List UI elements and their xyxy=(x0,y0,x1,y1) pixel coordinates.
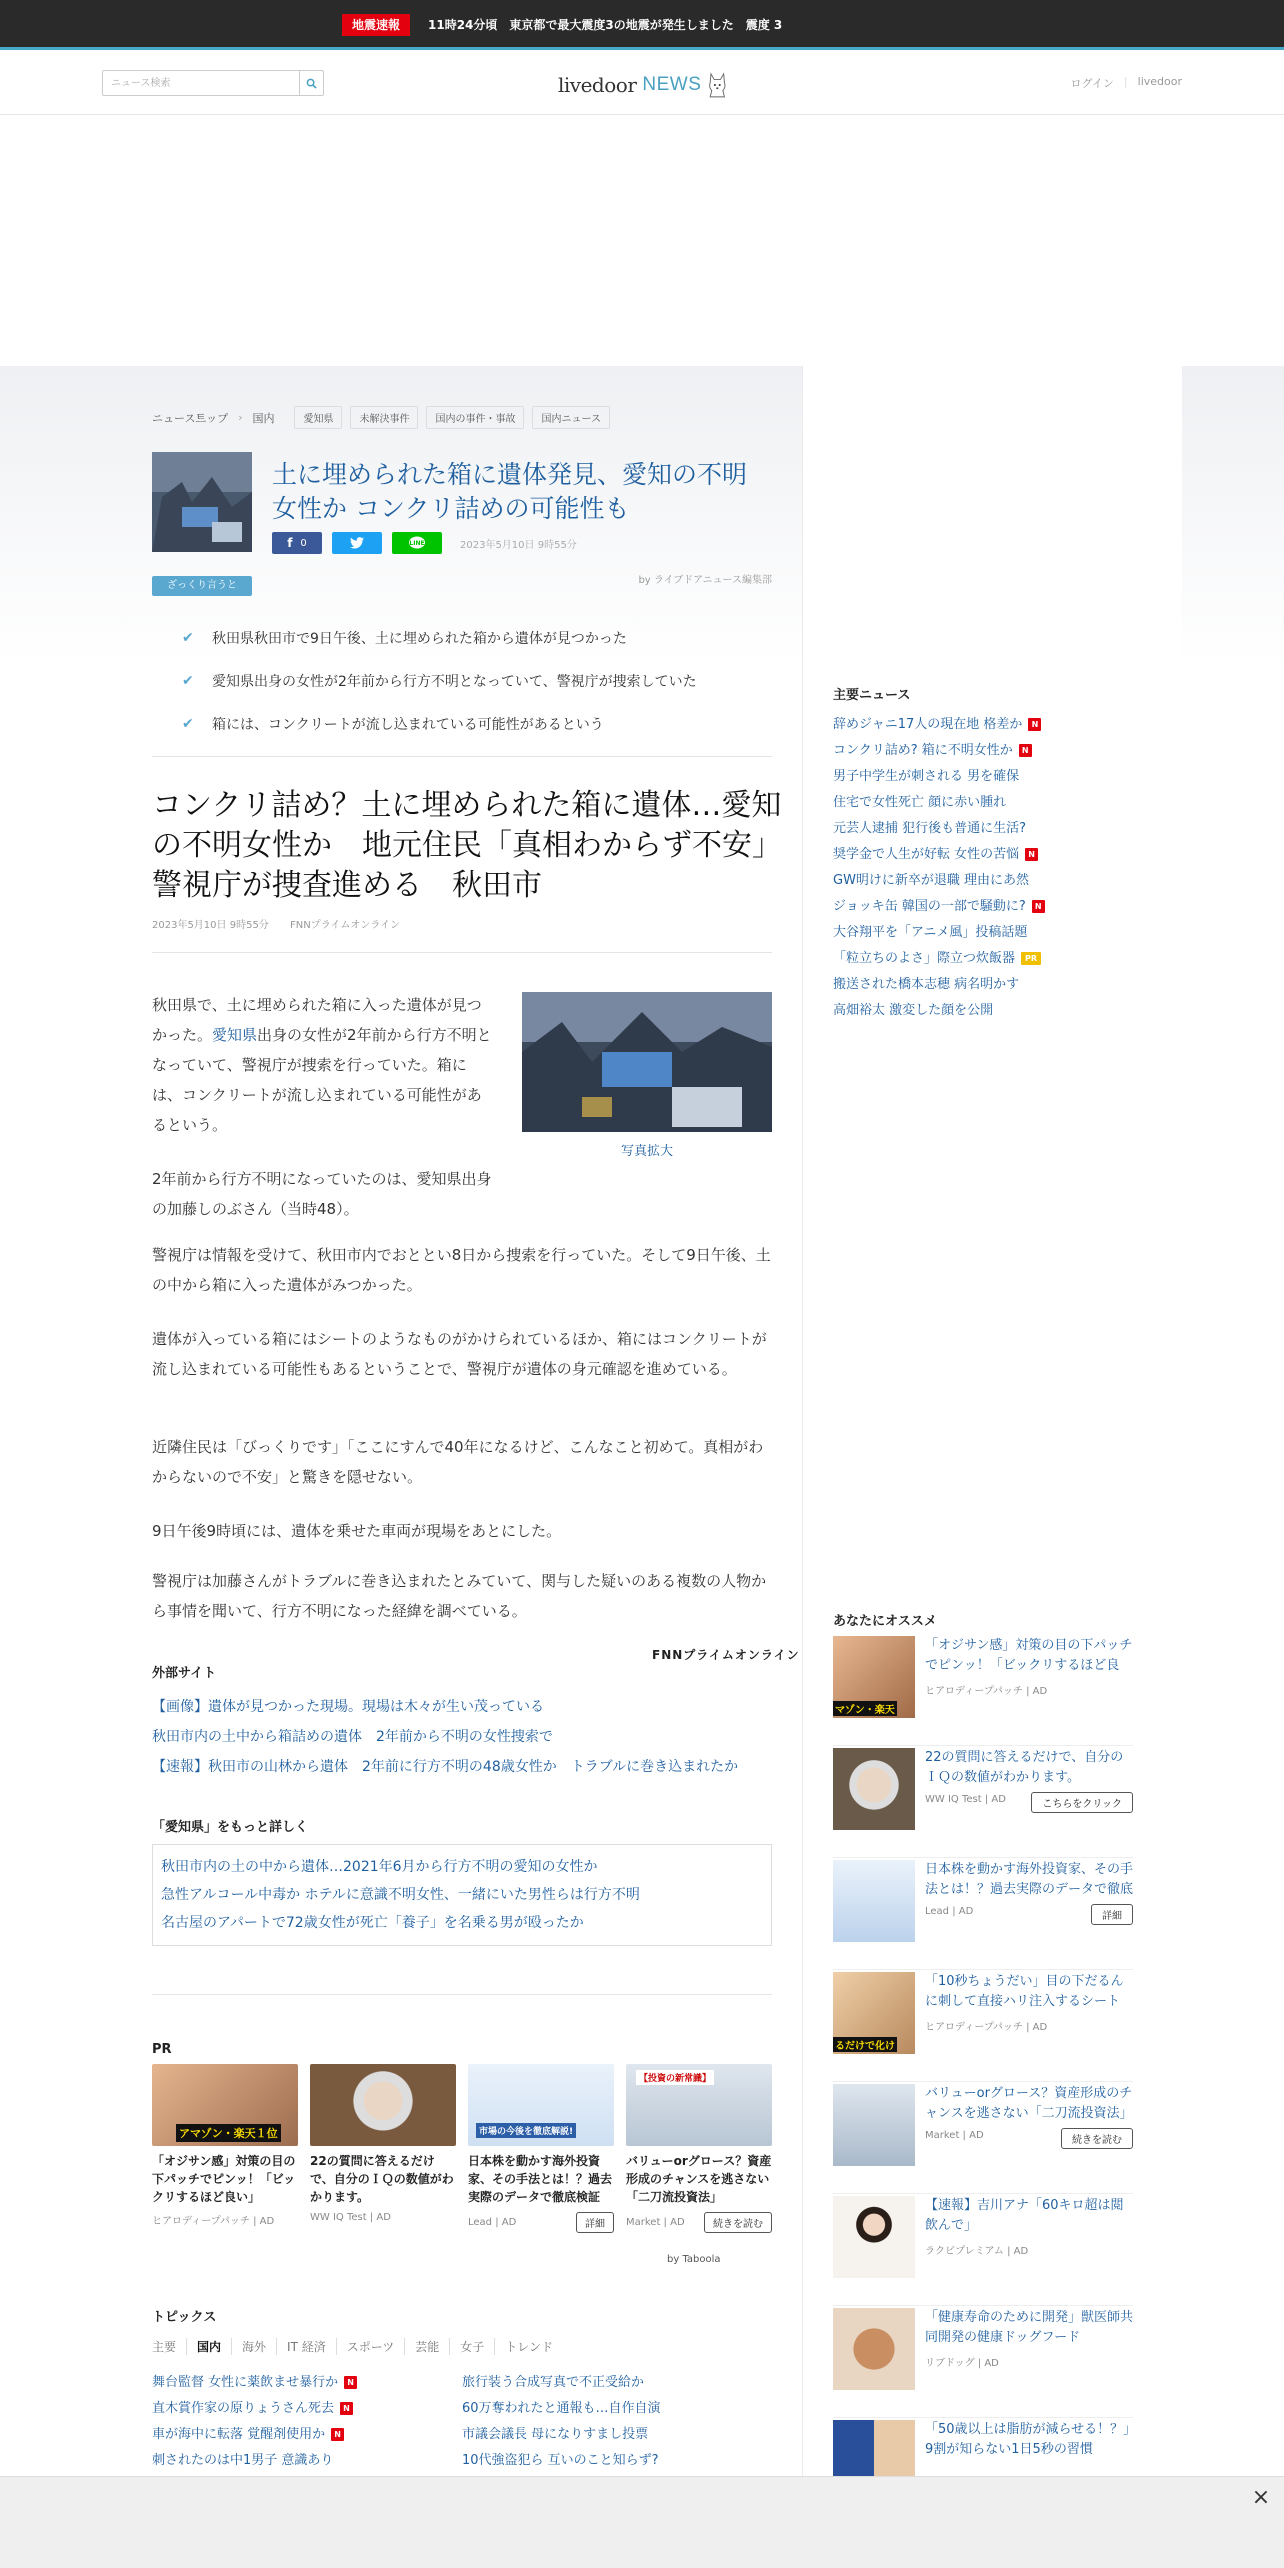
recommend-image xyxy=(833,1860,915,1942)
pr-title: 日本株を動かす海外投資家、その手法とは！？過去実際のデータで徹底検証 xyxy=(468,2154,613,2204)
tab-trend[interactable]: トレンド xyxy=(494,2338,563,2355)
new-badge: N xyxy=(331,2428,344,2441)
main-news-link[interactable]: 大谷翔平を「アニメ風」投稿話題 xyxy=(833,925,1028,940)
summary-badge: ざっくり言うと xyxy=(152,576,252,596)
recommend-item[interactable] xyxy=(833,2196,1133,2306)
site-header xyxy=(0,53,1284,115)
more-box xyxy=(152,1844,772,1946)
pr-advertiser: Lead | AD xyxy=(468,2217,517,2228)
pr-meta xyxy=(310,2212,456,2223)
recommend-heading: あなたにオススメ xyxy=(833,1614,937,1629)
photo-enlarge-link[interactable]: 写真拡大 xyxy=(620,1144,673,1159)
related-link[interactable]: 急性アルコール中毒か ホテルに意識不明女性、一緒にいた男性らは行方不明 xyxy=(161,1887,640,1903)
line-share-button[interactable] xyxy=(392,532,442,554)
main-news-link[interactable] xyxy=(833,738,1143,764)
breadcrumb-category[interactable]: 国内 xyxy=(252,411,275,425)
pr-heading: PR xyxy=(152,2042,172,2057)
pr-image xyxy=(626,2064,772,2146)
recommend-title: 「健康寿命のために開発」獣医師共同開発の健康ドッグフード xyxy=(925,2310,1133,2345)
paragraph-text: 秋田県で、土に埋められた箱に入った遺体が見つかった。 xyxy=(152,996,482,1044)
tab-entertainment[interactable]: 芸能 xyxy=(404,2338,449,2355)
pr-title: 22の質問に答えるだけで、自分のＩＱの数値がわかります。 xyxy=(310,2154,454,2204)
svg-text:LINE: LINE xyxy=(409,540,425,547)
recommend-meta: ヒアロディープパッチ | AD xyxy=(925,1686,1048,1697)
paragraph: 9日午後9時頃には、遺体を乗せた車両が現場をあとにした。 xyxy=(152,1522,562,1540)
topic-column xyxy=(462,2370,772,2474)
summary-item xyxy=(182,616,742,659)
article-thumbnail[interactable] xyxy=(152,452,252,552)
paragraph: 遺体が入っている箱にはシートのようなものがかけられているほか、箱にはコンクリートが流し込まれている可能性もあるということで、警視庁が遺体の身元確認を進めている。 xyxy=(152,1330,767,1378)
pr-meta xyxy=(152,2212,298,2227)
pr-meta xyxy=(468,2212,614,2233)
recommend-image xyxy=(833,2084,915,2166)
recommend-meta: リブドッグ | AD xyxy=(925,2358,999,2369)
header-links xyxy=(1070,75,1182,91)
chevron-right-icon: › xyxy=(238,411,243,424)
recommend-title: 「10秒ちょうだい」目の下だるんに刺して直接ハリ注入するシート xyxy=(925,1974,1124,2009)
article-photo[interactable] xyxy=(522,992,772,1132)
new-badge: N xyxy=(1025,848,1038,861)
main-news-text: コンクリ詰め? 箱に不明女性か xyxy=(833,743,1013,758)
pr-card[interactable] xyxy=(310,2064,456,2233)
facebook-icon: f xyxy=(287,536,293,550)
external-links xyxy=(152,1692,772,1782)
recommend-item[interactable] xyxy=(833,2084,1133,2194)
recommend-item[interactable] xyxy=(833,1636,1133,1746)
divider: | xyxy=(1123,75,1128,88)
logo-news-text: NEWS xyxy=(642,74,702,95)
paragraph: 警視庁は情報を受けて、秋田市内でおととい8日から捜索を行っていた。そして9日午後、土の中から箱に入った遺体がみつかった。 xyxy=(152,1246,771,1294)
detail-button[interactable]: 詳細 xyxy=(576,2212,614,2233)
main-news-link[interactable] xyxy=(833,712,1143,738)
external-link[interactable]: 秋田市内の土中から箱詰めの遺体 2年前から不明の女性捜索で xyxy=(152,1729,553,1745)
twitter-icon xyxy=(350,537,364,549)
main-news-link[interactable]: 元芸人逮捕 犯行後も普通に生活? xyxy=(833,821,1027,836)
tab-domestic[interactable]: 国内 xyxy=(186,2338,231,2355)
read-more-button[interactable]: 続きを読む xyxy=(704,2212,772,2233)
main-news-text: 「粒立ちのよさ」際立つ炊飯器 xyxy=(833,951,1016,966)
alert-badge: 地震速報 xyxy=(342,14,410,36)
main-news-link[interactable]: 住宅で女性死亡 顔に赤い腫れ xyxy=(833,795,1007,810)
topic-list xyxy=(152,2370,772,2474)
click-here-button[interactable]: こちらをクリック xyxy=(1031,1792,1133,1813)
recommend-image xyxy=(833,1748,915,1830)
recommend-title: 「オジサン感」対策の目の下パッチでピンッ！「ビックリするほど良 xyxy=(925,1638,1133,1673)
paragraph: 近隣住民は「びっくりです」「ここにすんで40年になるけど、こんなこと初めて。真相がわからないので不安」と驚きを隠せない。 xyxy=(152,1438,764,1486)
close-icon[interactable]: × xyxy=(1251,2485,1271,2510)
livedoor-link[interactable]: livedoor xyxy=(1137,75,1182,88)
main-news-link[interactable] xyxy=(833,946,1143,972)
main-news-link[interactable]: 搬送された橋本志穂 病名明かす xyxy=(833,977,1020,992)
main-news-link[interactable] xyxy=(833,842,1143,868)
pr-title: 「オジサン感」対策の目の下パッチでピンッ！「ビックリするほど良い」 xyxy=(152,2154,296,2204)
twitter-share-button[interactable] xyxy=(332,532,382,554)
main-news-heading: 主要ニュース xyxy=(833,688,911,703)
facebook-count: 0 xyxy=(300,537,307,549)
topic-link[interactable]: 60万奪われたと通報も…自作自演 xyxy=(462,2401,661,2416)
paragraph: 2年前から行方不明になっていたのは、愛知県出身の加藤しのぶさん（当時48）。 xyxy=(152,1170,492,1218)
recommend-item[interactable] xyxy=(833,1748,1133,1858)
check-icon: ✔ xyxy=(182,715,194,732)
main-news-text: ジョッキ缶 韓国の一部で騒動に? xyxy=(833,899,1026,914)
recommend-meta: ラクビプレミアム | AD xyxy=(925,2246,1029,2257)
tag-link[interactable]: 愛知県 xyxy=(294,406,342,429)
external-link[interactable]: 【速報】秋田市の山林から遺体 2年前に行方不明の48歳女性か トラブルに巻き込まれたか xyxy=(152,1759,739,1775)
pr-image xyxy=(310,2064,456,2146)
pr-meta xyxy=(626,2212,772,2233)
tab-it-economy[interactable]: IT 経済 xyxy=(276,2338,336,2355)
article-headline: 土に埋められた箱に遺体発見、愛知の不明女性か コンクリ詰めの可能性も xyxy=(272,460,748,523)
pr-badge: PR xyxy=(1021,952,1041,965)
topic-text: 刺されたのは中1男子 意識あり xyxy=(152,2453,334,2468)
pr-card[interactable] xyxy=(468,2064,614,2233)
recommend-title: 日本株を動かす海外投資家、その手法とは！？過去実際のデータで徹底 xyxy=(925,1862,1133,1897)
summary-text: 箱には、コンクリートが流し込まれている可能性があるという xyxy=(212,716,604,733)
search-input[interactable] xyxy=(103,71,299,95)
earthquake-alert-bar[interactable] xyxy=(0,0,1284,50)
recommend-image-text: マゾン・楽天 xyxy=(833,1701,897,1716)
recommend-meta: Lead | AD xyxy=(925,1906,974,1917)
detail-button[interactable]: 詳細 xyxy=(1091,1904,1133,1925)
byline: by ライブドアニュース編集部 xyxy=(638,575,772,586)
share-buttons xyxy=(272,532,442,554)
pr-advertiser: Market | AD xyxy=(626,2217,685,2228)
related-link[interactable]: 名古屋のアパートで72歳女性が死亡「養子」を名乗る男が殴ったか xyxy=(161,1915,584,1931)
recommend-item[interactable] xyxy=(833,1972,1133,2082)
topic-tabs xyxy=(152,2338,563,2355)
topic-link[interactable] xyxy=(152,2370,462,2396)
facebook-share-button[interactable] xyxy=(272,532,322,554)
alert-text[interactable]: 11時24分頃 東京都で最大震度3の地震が発生しました 震度 3 xyxy=(428,18,783,32)
recommend-image xyxy=(833,2196,915,2278)
pr-card[interactable] xyxy=(626,2064,772,2233)
topic-link[interactable]: 旅行装う合成写真で不正受給か xyxy=(462,2375,645,2390)
article-source[interactable]: FNNプライムオンライン xyxy=(290,920,401,931)
topic-text: 舞台監督 女性に薬飲ませ暴行か xyxy=(152,2375,339,2390)
pr-image xyxy=(468,2064,614,2146)
pr-title: バリューorグロース？資産形成のチャンスを逃さない「二刀流投資法」 xyxy=(626,2154,772,2204)
external-sites-heading: 外部サイト xyxy=(152,1666,217,1681)
divider xyxy=(152,756,772,757)
topic-text: 直木賞作家の原りょうさん死去 xyxy=(152,2401,335,2416)
breadcrumb xyxy=(152,406,610,429)
pr-image xyxy=(152,2064,298,2146)
pr-card[interactable] xyxy=(152,2064,298,2233)
main-news-list xyxy=(833,712,1143,1024)
paragraph: 警視庁は加藤さんがトラブルに巻き込まれたとみていて、関与した疑いのある複数の人物から事情を聞いて、行方不明になった経緯を調べている。 xyxy=(152,1572,767,1620)
new-badge: N xyxy=(1028,718,1041,731)
topic-link[interactable] xyxy=(152,2448,462,2474)
taboola-credit[interactable]: by Taboola xyxy=(667,2254,721,2265)
mascot-icon xyxy=(707,68,728,102)
new-badge: N xyxy=(340,2402,353,2415)
tab-major[interactable]: 主要 xyxy=(152,2340,177,2354)
paragraph xyxy=(152,990,492,1140)
summary-list xyxy=(182,616,742,745)
read-more-button[interactable]: 続きを読む xyxy=(1061,2128,1133,2149)
recommend-item[interactable] xyxy=(833,1860,1133,1970)
article-date: 2023年5月10日 9時55分 xyxy=(152,920,269,931)
pr-image-text: 市場の今後を徹底解説! xyxy=(476,2123,576,2138)
recommend-image-text: るだけで化け xyxy=(833,2037,897,2052)
summary-text: 愛知県出身の女性が2年前から行方不明となっていて、警視庁が捜索していた xyxy=(212,673,697,690)
pr-image-text: 【投資の新常識】 xyxy=(636,2070,714,2085)
sidebar xyxy=(802,366,1182,2568)
pr-advertiser: ヒアロディープパッチ | AD xyxy=(152,2216,275,2227)
topic-link[interactable] xyxy=(152,2422,462,2448)
main-news-link[interactable]: 高畑裕太 激変した顔を公開 xyxy=(833,1003,994,1018)
pr-advertiser: WW IQ Test | AD xyxy=(310,2212,391,2223)
tag-link[interactable]: 国内ニュース xyxy=(532,406,610,429)
more-heading: 「愛知県」をもっと詳しく xyxy=(152,1820,309,1835)
article-title: コンクリ詰め？土に埋められた箱に遺体…愛知の不明女性か 地元住民「真相わからず不安」警視庁が捜査進める 秋田市 xyxy=(152,788,782,903)
recommend-meta: WW IQ Test | AD xyxy=(925,1794,1006,1805)
main-news-link[interactable] xyxy=(833,894,1143,920)
new-badge: N xyxy=(1032,900,1045,913)
recommend-title: 22の質問に答えるだけで、自分のＩＱの数値がわかります。 xyxy=(925,1750,1124,1785)
recommend-meta: Market | AD xyxy=(925,2130,984,2141)
summary-text: 秋田県秋田市で9日午後、土に埋められた箱から遺体が見つかった xyxy=(212,630,627,647)
related-link[interactable]: 秋田市内の土の中から遺体…2021年6月から行方不明の愛知の女性か xyxy=(161,1859,598,1875)
source-logo: FNNプライムオンライン xyxy=(652,1648,800,1662)
summary-item xyxy=(182,659,742,702)
topic-text: 車が海中に転落 覚醒剤使用か xyxy=(152,2427,326,2442)
keyword-link[interactable]: 愛知県 xyxy=(212,1026,258,1044)
new-badge: N xyxy=(1019,744,1032,757)
publish-date: 2023年5月10日 9時55分 xyxy=(460,540,577,551)
breadcrumb-home[interactable]: ニュース트ップ xyxy=(152,411,229,425)
external-link[interactable]: 【画像】遺体が見つかった現場。現場は木々が生い茂っている xyxy=(152,1699,544,1715)
recommend-title: 【速報】吉川アナ「60キロ超は閲飲んで」 xyxy=(925,2198,1124,2233)
pr-grid xyxy=(152,2064,772,2233)
recommend-image xyxy=(833,1636,915,1718)
recommend-image xyxy=(833,1972,915,2054)
new-badge: N xyxy=(344,2376,357,2389)
main-news-text: 辞めジャニ17人の現在地 格差か xyxy=(833,717,1023,732)
article-meta xyxy=(152,916,418,931)
summary-item xyxy=(182,702,742,745)
recommend-title: バリューorグロース？資産形成のチャンスを逃さない「二刀流投資法」 xyxy=(925,2086,1133,2121)
main-news-text: 奨学金で人生が好転 女性の苦悩 xyxy=(833,847,1020,862)
topic-link[interactable]: 10代強盗犯ら 互いのこと知らず? xyxy=(462,2453,659,2468)
bottom-ad-bar xyxy=(0,2476,1284,2568)
search-icon xyxy=(306,78,317,89)
search-button[interactable] xyxy=(299,71,323,95)
logo-livedoor-text: livedoor xyxy=(558,73,637,97)
pr-image-text: アマゾン・楽天１位 xyxy=(176,2124,281,2142)
line-icon xyxy=(408,536,426,550)
recommend-meta: ヒアロディープパッチ | AD xyxy=(925,2022,1048,2033)
topics-heading: トピックス xyxy=(152,2310,217,2325)
tag-link[interactable]: 国内の事件・事故 xyxy=(426,406,524,429)
search-box xyxy=(102,70,324,96)
tab-women[interactable]: 女子 xyxy=(449,2338,494,2355)
topic-column xyxy=(152,2370,462,2474)
recommend-image xyxy=(833,2308,915,2390)
livedoor-news-logo[interactable] xyxy=(558,67,728,103)
login-link[interactable]: ログイン xyxy=(1070,77,1114,90)
tab-overseas[interactable]: 海外 xyxy=(231,2338,276,2355)
tab-sports[interactable]: スポーツ xyxy=(336,2338,405,2355)
paragraph-text: 出身の女性が2年前から行方不明となっていて、警視庁が捜索を行っていた。箱には、コンクリートが流し込まれている可能性があるという。 xyxy=(152,1026,492,1134)
main-news-link[interactable]: GW明けに新卒が退職 理由にあ然 xyxy=(833,873,1030,888)
tag-link[interactable]: 未解決事件 xyxy=(350,406,418,429)
topic-link[interactable]: 市議会議長 母になりすまし投票 xyxy=(462,2427,649,2442)
divider xyxy=(152,1994,772,1995)
recommend-item[interactable] xyxy=(833,2308,1133,2418)
divider xyxy=(152,952,772,953)
topic-link[interactable] xyxy=(152,2396,462,2422)
recommend-title: 「50歳以上は脂肪が減らせる！？」9割が知らない1日5秒の習慣 xyxy=(925,2422,1130,2457)
check-icon: ✔ xyxy=(182,672,194,689)
check-icon: ✔ xyxy=(182,629,194,646)
main-news-link[interactable]: 男子中学生が刺される 男を確保 xyxy=(833,769,1020,784)
